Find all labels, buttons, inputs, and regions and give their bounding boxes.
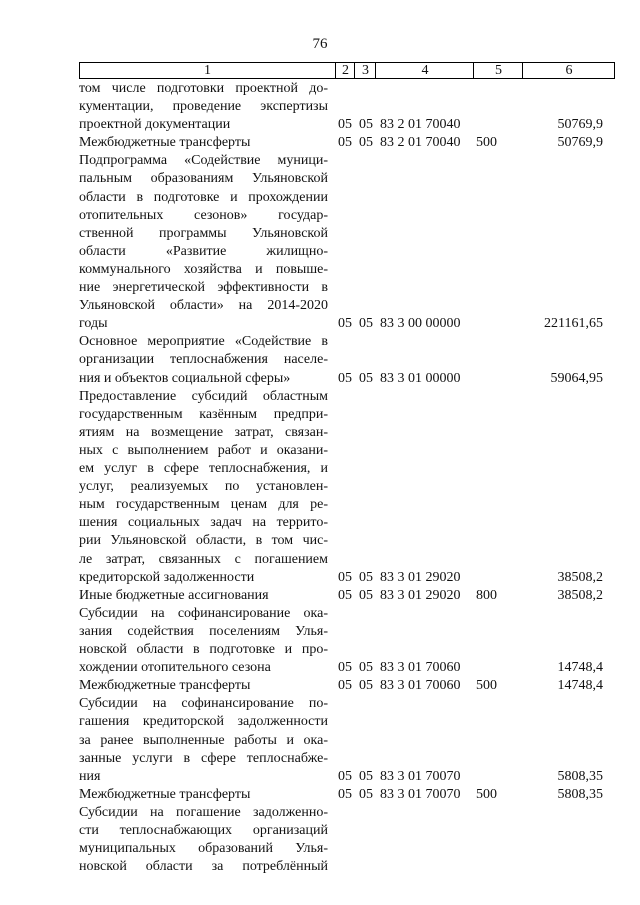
target-article-code: 83 2 01 70040 [380, 117, 461, 133]
row-description [79, 134, 328, 152]
section-code: 05 [338, 135, 352, 151]
amount: 38508,2 [557, 587, 603, 603]
expense-type-code: 800 [476, 587, 497, 603]
description-line: ние энергетической эффективности в [79, 280, 328, 296]
description-line: муниципальных образований Улья- [79, 841, 328, 857]
amount: 14748,4 [557, 660, 603, 676]
table-row [0, 677, 640, 695]
subsection-code: 05 [359, 370, 373, 386]
table-row [0, 134, 640, 152]
expense-type-code: 500 [476, 786, 497, 802]
description-line: шения социальных задач на террито- [79, 515, 328, 531]
description-line: ным государственным ценам для ре- [79, 497, 328, 513]
description-line: Субсидии на погашение задолженно- [79, 804, 328, 820]
section-code: 05 [338, 117, 352, 133]
target-article-code: 83 3 01 29020 [380, 569, 461, 585]
description-line: Субсидии на софинансирование по- [79, 696, 328, 712]
description-line: сти теплоснабжающих организаций [79, 823, 328, 839]
target-article-code: 83 3 01 70060 [380, 660, 461, 676]
description-line: том числе подготовки проектной до- [79, 81, 328, 96]
description-line: ле затрат, связанных с погашением [79, 551, 328, 567]
expense-type-code: 500 [476, 135, 497, 151]
amount: 5808,35 [557, 768, 603, 784]
table-row [0, 80, 640, 134]
table-row [0, 587, 640, 605]
table-header-row [79, 62, 615, 79]
subsection-code: 05 [359, 660, 373, 676]
header-col-2: 2 [335, 63, 355, 78]
subsection-code: 05 [359, 316, 373, 332]
description-line: организации теплоснабжения населе- [79, 352, 328, 368]
row-description [79, 804, 328, 876]
row-description [79, 80, 328, 134]
description-line: новской области в подготовке и про- [79, 642, 328, 658]
description-line: за ранее выполненные работы и ока- [79, 732, 328, 748]
row-description [79, 677, 328, 695]
description-line: государственным казённым предпри- [79, 406, 328, 422]
amount: 14748,4 [557, 678, 603, 694]
subsection-code: 05 [359, 117, 373, 133]
header-col-5: 5 [473, 63, 523, 78]
row-description [79, 587, 328, 605]
description-line: Субсидии на софинансирование ока- [79, 605, 328, 621]
section-code: 05 [338, 660, 352, 676]
subsection-code: 05 [359, 587, 373, 603]
table-row [0, 695, 640, 786]
row-description [79, 333, 328, 387]
description-line: кументации, проведение экспертизы [79, 99, 328, 115]
amount: 50769,9 [557, 135, 603, 151]
description-line: коммунального хозяйства и повыше- [79, 261, 328, 277]
header-col-4: 4 [375, 63, 474, 78]
description-line: Ульяновской области» на 2014-2020 [79, 298, 328, 314]
table-row [0, 786, 640, 804]
description-line: Межбюджетные трансферты [79, 135, 251, 151]
expense-type-code: 500 [476, 678, 497, 694]
description-line: ем услуг в сфере теплоснабжения, и [79, 461, 328, 477]
table-row [0, 333, 640, 387]
row-description [79, 695, 328, 785]
subsection-code: 05 [359, 135, 373, 151]
table-body [0, 80, 640, 876]
description-line: ятиям на возмещение затрат, связан- [79, 424, 328, 440]
description-line: хождении отопительного сезона [79, 660, 271, 676]
description-line: занные услуги в сфере теплоснабже- [79, 750, 328, 766]
description-line: годы [79, 316, 108, 332]
target-article-code: 83 3 00 00000 [380, 316, 461, 332]
description-line: области «Развитие жилищно- [79, 243, 328, 259]
description-line: гашения кредиторской задолженности [79, 714, 328, 730]
description-line: области в подготовке и прохождении [79, 189, 328, 205]
table-row [0, 804, 640, 876]
description-line: Межбюджетные трансферты [79, 786, 251, 802]
row-description [79, 388, 328, 587]
row-description [79, 786, 328, 804]
description-line: ных с выполнением работ и оказани- [79, 442, 328, 458]
amount: 38508,2 [557, 569, 603, 585]
description-line: проектной документации [79, 117, 231, 133]
description-line: кредиторской задолженности [79, 569, 255, 585]
table-row [0, 388, 640, 587]
description-line: отопительных сезонов» государ- [79, 207, 328, 223]
section-code: 05 [338, 678, 352, 694]
description-line: Иные бюджетные ассигнования [79, 587, 269, 603]
amount: 50769,9 [557, 117, 603, 133]
amount: 5808,35 [557, 786, 603, 802]
target-article-code: 83 3 01 00000 [380, 370, 461, 386]
description-line: новской области за потреблённый [79, 859, 328, 875]
target-article-code: 83 3 01 70070 [380, 768, 461, 784]
table-row [0, 605, 640, 677]
description-line: ния и объектов социальной сферы» [79, 370, 291, 386]
page-number: 76 [312, 36, 328, 52]
amount: 221161,65 [544, 316, 603, 332]
header-col-6: 6 [522, 63, 615, 78]
section-code: 05 [338, 569, 352, 585]
description-line: рии Ульяновской области, в том чис- [79, 533, 328, 549]
section-code: 05 [338, 316, 352, 332]
section-code: 05 [338, 587, 352, 603]
description-line: ственной программы Ульяновской [79, 225, 328, 241]
header-col-3: 3 [354, 63, 376, 78]
description-line: зания содействия поселениям Улья- [79, 623, 328, 639]
target-article-code: 83 3 01 29020 [380, 587, 461, 603]
description-line: Межбюджетные трансферты [79, 678, 251, 694]
subsection-code: 05 [359, 768, 373, 784]
target-article-code: 83 3 01 70060 [380, 678, 461, 694]
target-article-code: 83 3 01 70070 [380, 786, 461, 802]
subsection-code: 05 [359, 786, 373, 802]
table-row [0, 152, 640, 333]
description-line: ния [79, 768, 101, 784]
header-col-1: 1 [204, 63, 211, 78]
description-line: пальным образованиям Ульяновской [79, 171, 328, 187]
subsection-code: 05 [359, 678, 373, 694]
target-article-code: 83 2 01 70040 [380, 135, 461, 151]
section-code: 05 [338, 768, 352, 784]
section-code: 05 [338, 370, 352, 386]
description-line: Основное мероприятие «Содействие в [79, 334, 328, 350]
description-line: услуг, реализуемых по установлен- [79, 479, 328, 495]
row-description [79, 605, 328, 677]
section-code: 05 [338, 786, 352, 802]
row-description [79, 152, 328, 333]
amount: 59064,95 [550, 370, 603, 386]
subsection-code: 05 [359, 569, 373, 585]
description-line: Предоставление субсидий областным [79, 388, 328, 404]
description-line: Подпрограмма «Содействие муници- [79, 153, 328, 169]
